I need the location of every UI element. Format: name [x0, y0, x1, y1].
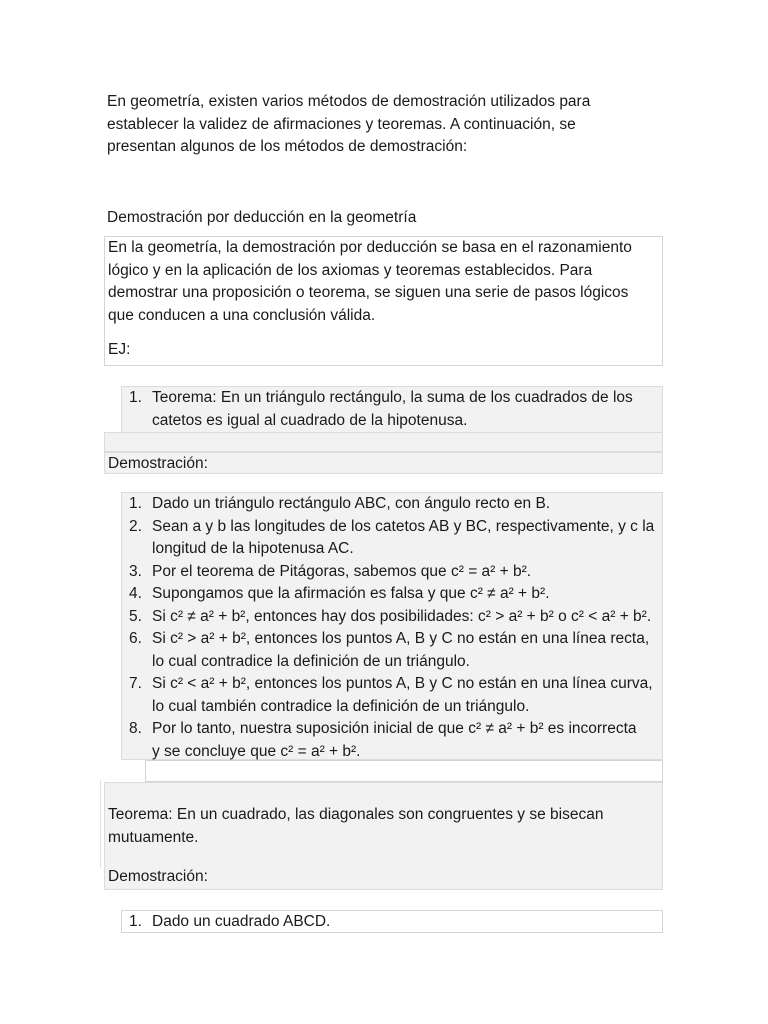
demonstration-label: Demostración:	[104, 452, 663, 474]
list-item	[122, 561, 662, 584]
theorem-line: Teorema: En un cuadrado, las diagonales son congruentes y se bisecan	[108, 806, 604, 823]
list-item	[122, 718, 662, 763]
proof-1-box	[121, 492, 663, 760]
intro-paragraph	[107, 91, 647, 159]
list-number: 1.	[129, 913, 142, 930]
list-item-text: Si c² > a² + b², entonces los puntos A, B y C no están en una línea recta,	[152, 630, 650, 647]
list-item-text: y se concluye que c² = a² + b².	[152, 742, 361, 760]
list-item	[122, 583, 662, 606]
list-item	[122, 516, 662, 561]
paragraph-line: lógico y en la aplicación de los axiomas y teoremas establecidos. Para	[108, 261, 593, 279]
list-item	[122, 628, 662, 673]
list-item	[122, 911, 662, 934]
list-number: 5.	[129, 607, 142, 625]
intro-line: presentan algunos de los métodos de demostración:	[107, 138, 468, 155]
list-item-text: longitud de la hipotenusa AC.	[152, 540, 354, 557]
list-number: 2.	[129, 517, 142, 535]
deduction-description-box	[104, 236, 663, 366]
list-item-text: lo cual también contradice la definición de un triángulo.	[152, 697, 530, 715]
section-heading: Demostración por deducción en la geometría	[107, 209, 417, 226]
list-item-text: Supongamos que la afirmación es falsa y que c² ≠ a² + b².	[152, 585, 550, 602]
demonstration-label: Demostración:	[108, 868, 208, 885]
list-number: 3.	[129, 562, 142, 580]
separator-strip	[104, 432, 663, 452]
list-number: 6.	[129, 630, 142, 647]
list-number: 1.	[129, 389, 142, 406]
list-number: 4.	[129, 585, 142, 602]
list-item-text: Por el teorema de Pitágoras, sabemos que c² = a² + b².	[152, 562, 532, 580]
list-item-text: Sean a y b las longitudes de los catetos AB y BC, respectivamente, y c la	[152, 517, 655, 535]
paragraph-line: demostrar una proposición o teorema, se siguen una serie de pasos lógicos	[108, 284, 629, 301]
list-item-text: lo cual contradice la definición de un triángulo.	[152, 652, 470, 670]
list-item	[122, 493, 662, 516]
list-number: 8.	[129, 720, 142, 737]
proof-steps-list	[122, 493, 662, 763]
proof-steps-list	[122, 911, 662, 934]
list-item	[122, 387, 662, 432]
proof-2-box	[121, 910, 663, 933]
theorem-1-box	[121, 386, 663, 433]
theorem-2-box	[104, 782, 663, 890]
list-item-text: Si c² ≠ a² + b², entonces hay dos posibilidades: c² > a² + b² o c² < a² + b².	[152, 607, 652, 625]
list-number: 1.	[129, 495, 142, 512]
theorem-line: mutuamente.	[108, 828, 199, 846]
list-item	[122, 673, 662, 718]
theorem-list	[122, 387, 662, 432]
list-item-text: Por lo tanto, nuestra suposición inicial de que c² ≠ a² + b² es incorrecta	[152, 720, 637, 737]
list-item-text: Dado un cuadrado ABCD.	[152, 913, 331, 930]
list-item	[122, 606, 662, 629]
divider	[100, 780, 101, 868]
intro-line: establecer la validez de afirmaciones y teoremas. A continuación, se	[107, 115, 576, 133]
list-item-text: Teorema: En un triángulo rectángulo, la suma de los cuadrados de los	[152, 389, 633, 406]
separator-strip	[145, 760, 663, 782]
intro-line: En geometría, existen varios métodos de demostración utilizados para	[107, 93, 591, 110]
list-item-text: Dado un triángulo rectángulo ABC, con ángulo recto en B.	[152, 495, 551, 512]
list-number: 7.	[129, 675, 142, 692]
list-item-text: Si c² < a² + b², entonces los puntos A, B y C no están en una línea curva,	[152, 675, 653, 692]
list-item-text: catetos es igual al cuadrado de la hipotenusa.	[152, 411, 468, 429]
paragraph-line: que conducen a una conclusión válida.	[108, 306, 376, 324]
example-label: EJ:	[108, 341, 131, 358]
paragraph-line: En la geometría, la demostración por deducción se basa en el razonamiento	[108, 239, 632, 256]
